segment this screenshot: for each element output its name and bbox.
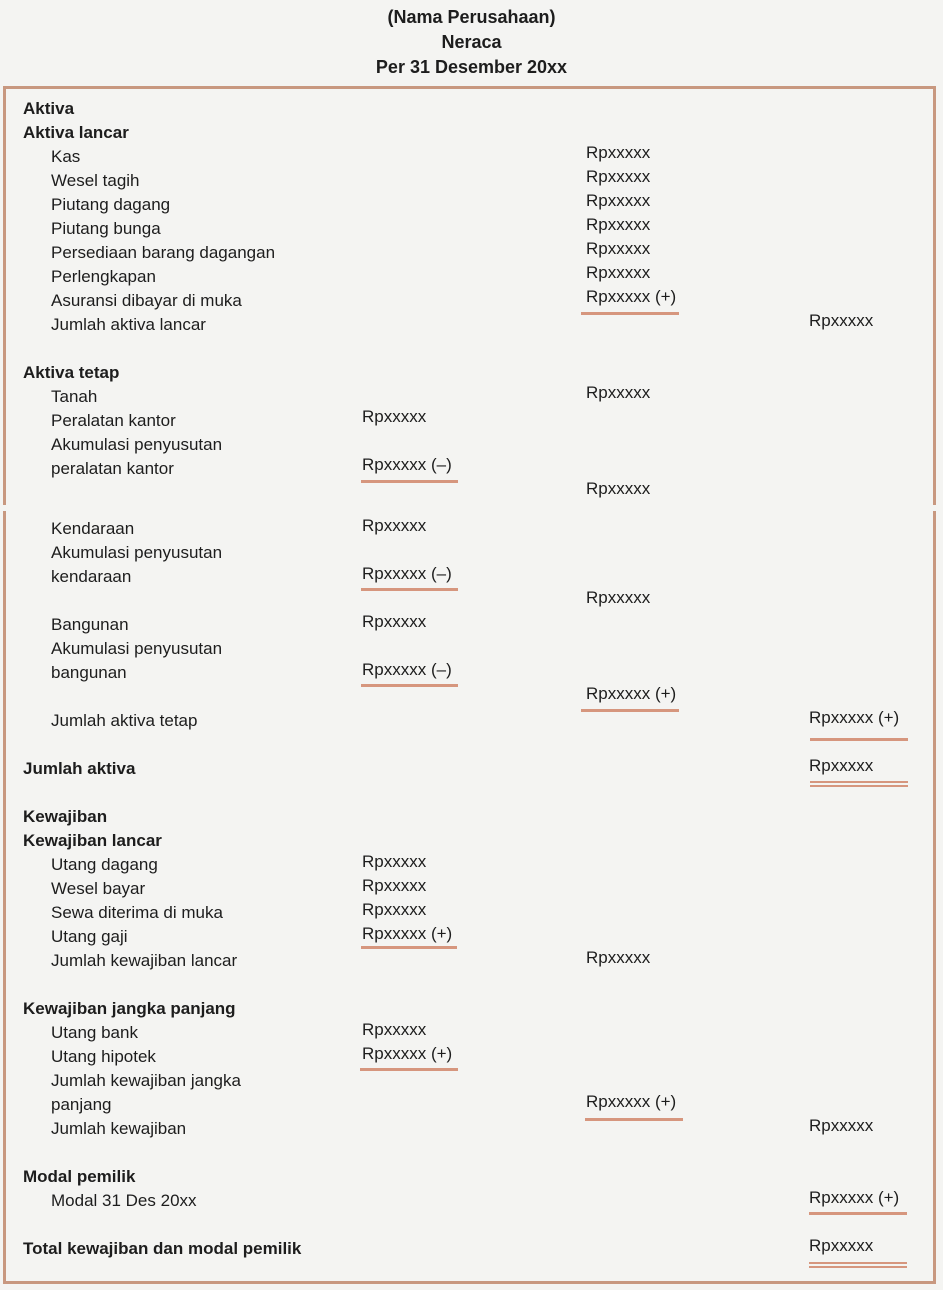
liability-value: Rpxxxxx (+): [362, 1044, 453, 1063]
current-assets-total-value: Rpxxxxx: [809, 311, 874, 330]
report-title: Neraca: [441, 32, 502, 52]
vehicle-value: Rpxxxxx: [362, 516, 427, 535]
office-equipment-value: Rpxxxxx: [362, 407, 427, 426]
asset-value: Rpxxxxx: [586, 143, 651, 162]
asset-value: Rpxxxxx: [586, 215, 651, 234]
office-equipment-accum-label-2: peralatan kantor: [51, 459, 174, 478]
long-term-total-label-2: panjang: [51, 1095, 112, 1114]
asset-value: Rpxxxxx: [586, 263, 651, 282]
equity-item-value: Rpxxxxx (+): [809, 1188, 900, 1207]
liability-label: Utang dagang: [51, 855, 158, 874]
current-assets-heading: Aktiva lancar: [23, 123, 129, 142]
liability-value: Rpxxxxx (+): [362, 924, 453, 943]
asset-label: Persediaan barang dagangan: [51, 243, 276, 262]
liability-label: Utang gaji: [51, 927, 128, 946]
fixed-assets-total-label: Jumlah aktiva tetap: [51, 711, 198, 730]
asset-value: Rpxxxxx: [586, 191, 651, 210]
current-liabilities-heading: Kewajiban lancar: [23, 831, 162, 850]
vehicle-label: Kendaraan: [51, 519, 135, 538]
fixed-assets-heading: Aktiva tetap: [23, 363, 120, 382]
vehicle-accum-value: Rpxxxxx (–): [362, 564, 452, 583]
current-liabilities-total-label: Jumlah kewajiban lancar: [51, 951, 238, 970]
asset-label: Kas: [51, 147, 81, 166]
total-liabilities-label: Jumlah kewajiban: [51, 1119, 187, 1138]
asset-label: Piutang dagang: [51, 195, 171, 214]
liability-value: Rpxxxxx: [362, 852, 427, 871]
total-underline: [810, 738, 908, 741]
frame-break-right: [932, 505, 940, 511]
office-equipment-accum-value: Rpxxxxx (–): [362, 455, 452, 474]
current-liabilities-total-value: Rpxxxxx: [586, 948, 651, 967]
long-term-liabilities-heading: Kewajiban jangka panjang: [23, 999, 236, 1018]
liability-label: Utang hipotek: [51, 1047, 156, 1066]
subtotal-underline: [361, 684, 458, 687]
building-label: Bangunan: [51, 615, 129, 634]
liability-label: Utang bank: [51, 1023, 138, 1042]
liability-value: Rpxxxxx: [362, 900, 427, 919]
equity-item-label: Modal 31 Des 20xx: [51, 1191, 197, 1210]
liability-label: Sewa diterima di muka: [51, 903, 223, 922]
subtotal-underline: [581, 312, 679, 315]
double-underline: [809, 1262, 907, 1268]
building-accum-value: Rpxxxxx (–): [362, 660, 452, 679]
liability-value: Rpxxxxx: [362, 876, 427, 895]
asset-value: Rpxxxxx: [586, 167, 651, 186]
land-value: Rpxxxxx: [586, 383, 651, 402]
total-assets-value: Rpxxxxx: [809, 756, 874, 775]
asset-value: Rpxxxxx: [586, 239, 651, 258]
assets-heading: Aktiva: [23, 99, 75, 118]
total-assets-label: Jumlah aktiva: [23, 759, 136, 778]
vehicle-accum-label: Akumulasi penyusutan: [51, 543, 223, 562]
subtotal-underline: [361, 480, 458, 483]
long-term-total-value: Rpxxxxx (+): [586, 1092, 677, 1111]
asset-label: Perlengkapan: [51, 267, 156, 286]
long-term-total-label: Jumlah kewajiban jangka: [51, 1071, 241, 1090]
liability-label: Wesel bayar: [51, 879, 146, 898]
asset-label: Asuransi dibayar di muka: [51, 291, 242, 310]
liabilities-heading: Kewajiban: [23, 807, 108, 826]
grand-total-value: Rpxxxxx: [809, 1236, 874, 1255]
equity-heading: Modal pemilik: [23, 1167, 136, 1186]
liability-value: Rpxxxxx: [362, 1020, 427, 1039]
land-label: Tanah: [51, 387, 98, 406]
vehicle-accum-label-2: kendaraan: [51, 567, 132, 586]
asset-label: Wesel tagih: [51, 171, 140, 190]
subtotal-underline: [361, 946, 457, 949]
report-date: Per 31 Desember 20xx: [375, 57, 568, 77]
total-underline: [809, 1212, 907, 1215]
building-accum-label: Akumulasi penyusutan: [51, 639, 223, 658]
office-equipment-accum-label: Akumulasi penyusutan: [51, 435, 223, 454]
frame-break-left: [0, 505, 8, 511]
current-assets-total-label: Jumlah aktiva lancar: [51, 315, 206, 334]
asset-value: Rpxxxxx (+): [586, 287, 677, 306]
subtotal-underline: [585, 1118, 683, 1121]
subtotal-underline: [581, 709, 679, 712]
fixed-assets-total-value: Rpxxxxx (+): [809, 708, 900, 727]
subtotal-underline: [361, 588, 458, 591]
office-equipment-label: Peralatan kantor: [51, 411, 176, 430]
company-name: (Nama Perusahaan): [387, 7, 556, 27]
double-underline: [810, 781, 908, 787]
building-accum-label-2: bangunan: [51, 663, 127, 682]
vehicle-net-value: Rpxxxxx: [586, 588, 651, 607]
office-equipment-net-value: Rpxxxxx: [586, 479, 651, 498]
building-value: Rpxxxxx: [362, 612, 427, 631]
building-net-value: Rpxxxxx (+): [586, 684, 677, 703]
subtotal-underline: [360, 1068, 458, 1071]
total-liabilities-value: Rpxxxxx: [809, 1116, 874, 1135]
grand-total-label: Total kewajiban dan modal pemilik: [23, 1239, 302, 1258]
asset-label: Piutang bunga: [51, 219, 161, 238]
